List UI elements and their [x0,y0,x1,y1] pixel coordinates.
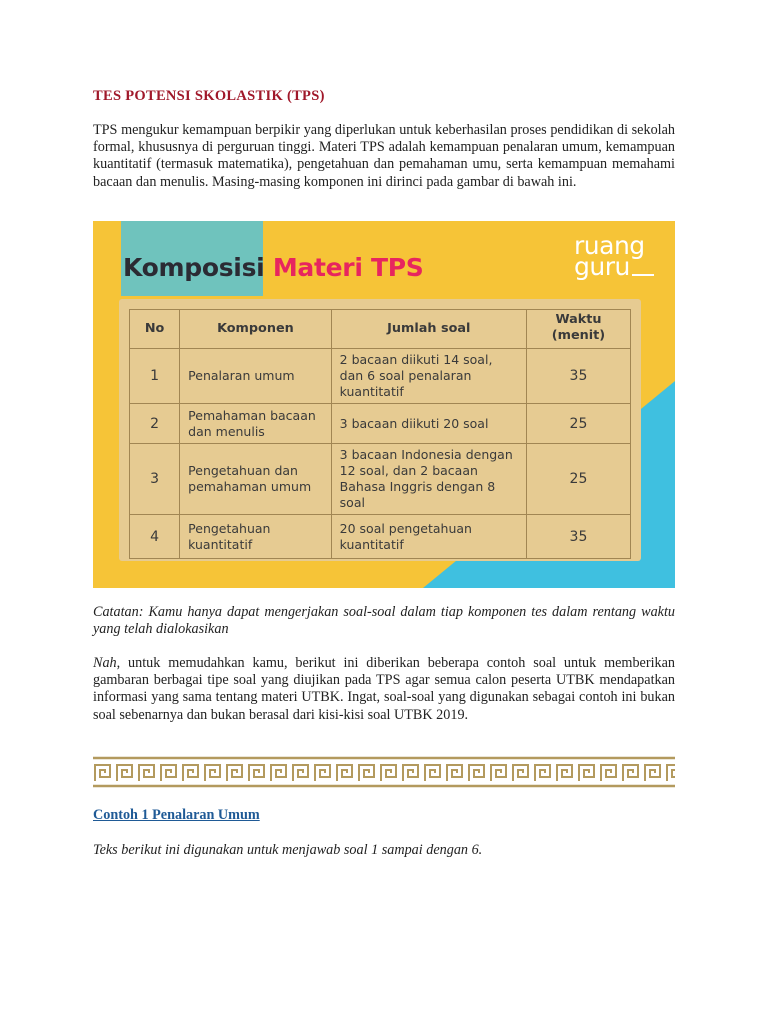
row-komponen: Penalaran umum [180,349,332,404]
row-waktu: 25 [526,404,630,444]
table-row [130,444,631,515]
table-row [130,349,631,404]
header-komponen: Komponen [180,310,332,349]
section-heading: TES POTENSI SKOLASTIK (TPS) [93,88,325,104]
examples-intro-paragraph [93,655,675,724]
logo-line1: ruang [574,231,645,260]
row-jumlah-soal: 20 soal pengetahuan kuantitatif [331,515,526,559]
logo-underline [632,274,654,276]
composition-table [129,309,631,559]
intro-paragraph: TPS mengukur kemampuan berpikir yang diperlukan untuk keberhasilan proses pendidikan di sekolah formal, khususnya di perguruan tinggi. Materi TPS adalah kemampuan penalaran umum, kemampuan kuantitatif (termasuk matematika), pengetahuan dan pemahaman umu, serta kemampuan memahami bacaan dan menulis. Masing-masing komponen ini dirinci pada gambar di bawah ini. [93,122,675,190]
row-no: 3 [130,444,180,515]
row-waktu: 25 [526,444,630,515]
examples-intro-text: , untuk memudahkan kamu, berikut ini diberikan beberapa contoh soal untuk memberikan gambaran berbagai tipe soal yang diujikan pada TPS agar semua calon peserta UTBK mendapatkan informasi yang sama tentang materi UTBK. Ingat, soal-soal yang digunakan sebagai contoh ini bukan soal sebenarnya dan bukan berasal dari kisi-kisi soal UTBK 2019. [93,655,675,723]
row-komponen: Pengetahuan dan pemahaman umum [180,444,332,515]
infographic-title [123,253,423,282]
row-waktu: 35 [526,515,630,559]
nah-word: Nah [93,655,117,671]
closing-paragraph: Teks berikut ini digunakan untuk menjawab soal 1 sampai dengan 6. [93,842,483,858]
ruangguru-logo [574,231,660,281]
header-jumlah-soal: Jumlah soal [331,310,526,349]
logo-line2: guru [574,252,630,281]
row-no: 1 [130,349,180,404]
row-jumlah-soal: 3 bacaan diikuti 20 soal [331,404,526,444]
note-paragraph: Catatan: Kamu hanya dapat mengerjakan soal-soal dalam tiap komponen tes dalam rentang waktu yang telah dialokasikan [93,604,675,638]
row-waktu: 35 [526,349,630,404]
greek-key-border-icon [93,756,675,788]
row-komponen: Pemahaman bacaan dan menulis [180,404,332,444]
table-card [119,299,641,561]
tps-composition-infographic [93,221,675,588]
table-row [130,515,631,559]
infographic-title-part2: Materi TPS [272,253,424,282]
table-row [130,404,631,444]
row-jumlah-soal: 2 bacaan diikuti 14 soal, dan 6 soal penalaran kuantitatif [331,349,526,404]
table-header-row [130,310,631,349]
header-no: No [130,310,180,349]
row-komponen: Pengetahuan kuantitatif [180,515,332,559]
header-waktu [526,310,630,349]
row-no: 2 [130,404,180,444]
row-no: 4 [130,515,180,559]
row-jumlah-soal: 3 bacaan Indonesia dengan 12 soal, dan 2 bacaan Bahasa Inggris dengan 8 soal [331,444,526,515]
infographic-title-part1: Komposisi [123,253,265,282]
header-waktu-line2: (menit) [551,328,606,343]
example-1-link[interactable]: Contoh 1 Penalaran Umum [93,807,260,823]
header-waktu-line1: Waktu [555,312,602,327]
